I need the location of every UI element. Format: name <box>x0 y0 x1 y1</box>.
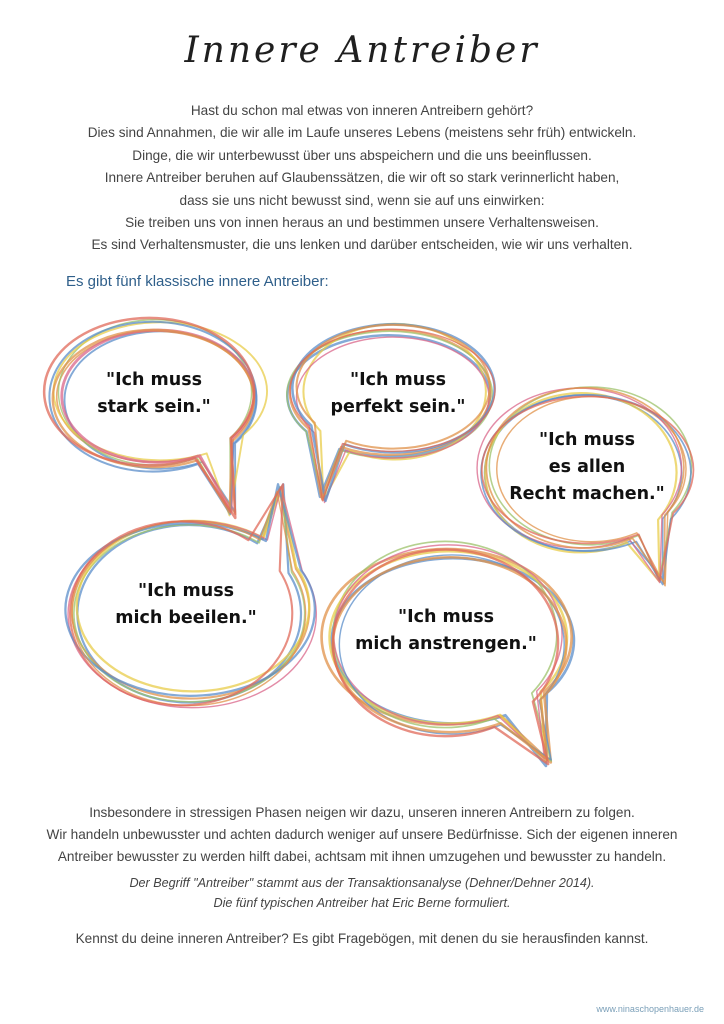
website-url: www.ninaschopenhauer.de <box>596 1004 704 1014</box>
speech-bubbles <box>0 300 724 780</box>
source-line: Der Begriff "Antreiber" stammt aus der Transaktionsanalyse (Dehner/Dehner 2014). <box>129 876 595 890</box>
closing-question: Kennst du deine inneren Antreiber? Es gibt Fragebögen, mit denen du sie herausfinden kannst. <box>75 931 649 946</box>
bottom-paragraph <box>0 802 724 868</box>
intro-line: Dies sind Annahmen, die wir alle im Laufe unseres Lebens (meistens sehr früh) entwickeln. <box>87 125 637 141</box>
intro-line: Sie treiben uns von innen heraus an und bestimmen unsere Verhaltensweisen. <box>125 215 599 231</box>
bottom-line: Wir handeln unbewusster und achten dadurch weniger auf unsere Bedürfnisse. Sich der eigenen inneren <box>46 827 678 842</box>
section-subheading: Es gibt fünf klassische innere Antreiber: <box>66 273 329 290</box>
bubble-line: "Ich muss <box>137 581 235 601</box>
intro-paragraph <box>20 100 704 257</box>
bottom-line: Insbesondere in stressigen Phasen neigen wir dazu, unseren inneren Antreibern zu folgen. <box>89 805 635 820</box>
intro-line: Hast du schon mal etwas von inneren Antreibern gehört? <box>190 103 534 118</box>
bubble-line: mich anstrengen." <box>355 634 537 654</box>
bubble-text-anstrengen <box>346 604 546 658</box>
bubble-stroke <box>53 330 254 513</box>
bubble-line: "Ich muss <box>349 370 447 390</box>
bubble-text-stark <box>64 367 244 421</box>
bubble-stroke <box>333 557 566 759</box>
intro-line: dass sie uns nicht bewusst sind, wenn sie auf uns einwirken: <box>179 192 545 208</box>
source-line: Die fünf typischen Antreiber hat Eric Berne formuliert. <box>213 896 511 910</box>
bubble-text-recht <box>492 427 682 508</box>
bubble-line: es allen <box>548 457 626 477</box>
bubble-text-perfekt <box>308 367 488 421</box>
bubble-line: "Ich muss <box>397 607 495 627</box>
bottom-line: Antreiber bewusster zu werden hilft dabei, achtsam mit ihnen umzugehen und bewusster zu handeln. <box>57 849 667 864</box>
bubble-line: mich beeilen." <box>115 608 257 628</box>
bubble-line: "Ich muss <box>105 370 203 390</box>
intro-line: Es sind Verhaltensmuster, die uns lenken und darüber entscheiden, wie wir uns verhalten. <box>91 237 633 253</box>
bubble-stroke <box>57 331 253 514</box>
bubble-line: Recht machen." <box>509 484 665 504</box>
bubble-line: perfekt sein." <box>330 397 466 417</box>
bubble-line: stark sein." <box>97 397 211 417</box>
source-note <box>0 873 724 913</box>
intro-line: Dinge, die wir unterbewusst über uns abspeichern und die uns beeinflussen. <box>132 147 592 163</box>
bubble-text-beeilen <box>96 578 276 632</box>
intro-line: Innere Antreiber beruhen auf Glaubenssätzen, die wir oft so stark verinnerlicht haben, <box>104 170 620 186</box>
bubble-stroke <box>65 331 257 512</box>
bubble-line: "Ich muss <box>538 430 636 450</box>
page-title: Innere Antreiber <box>184 30 540 71</box>
